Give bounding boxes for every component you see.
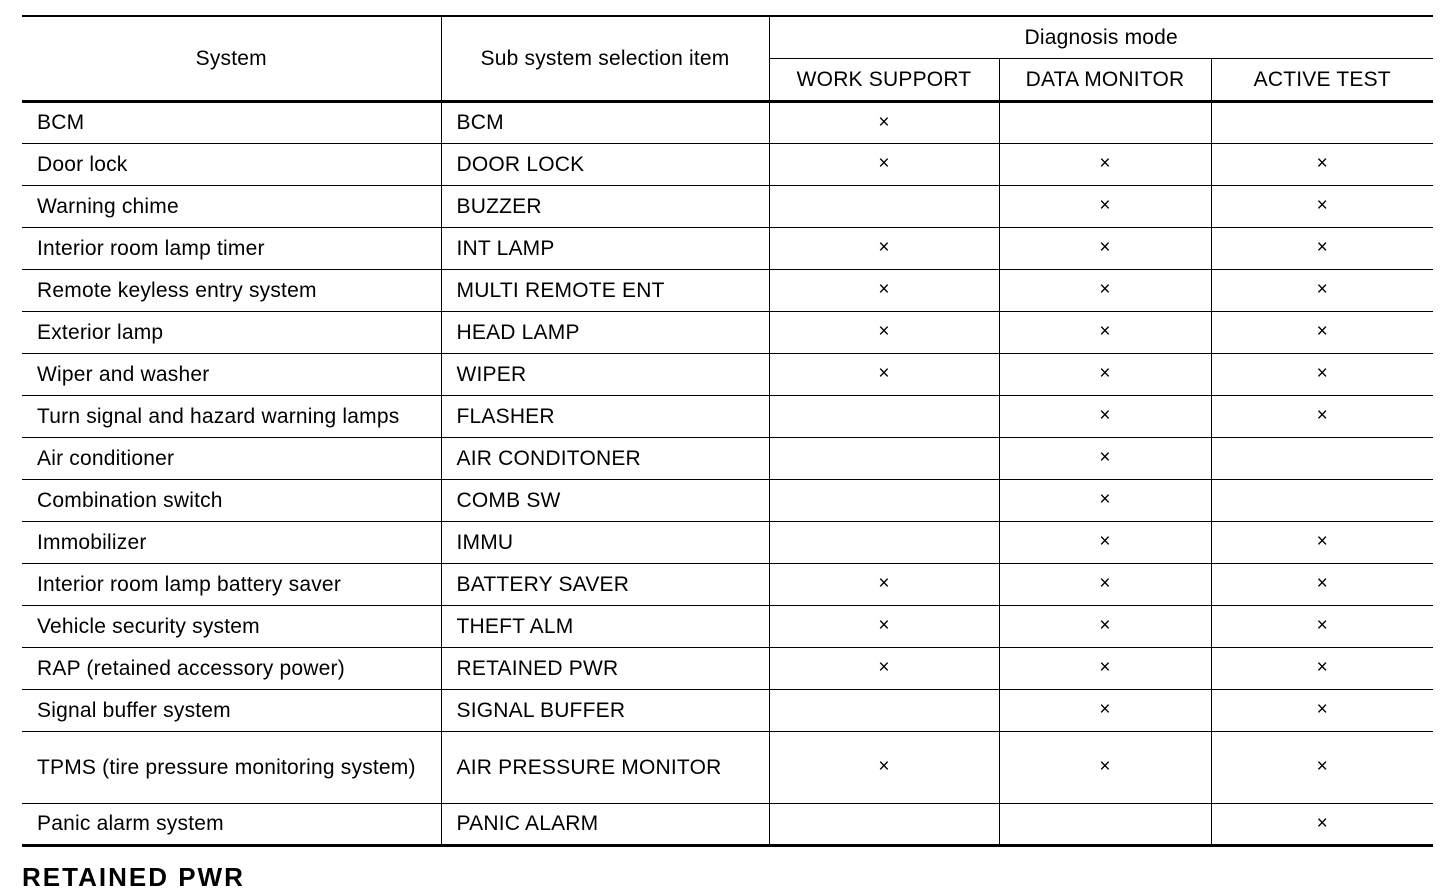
table-row — [22, 438, 1433, 480]
work-support-cell — [769, 396, 999, 438]
work-support-cell: × — [769, 606, 999, 648]
system-cell: RAP (retained accessory power) — [22, 648, 441, 690]
work-support-cell: × — [769, 732, 999, 804]
sub-system-cell: INT LAMP — [441, 228, 769, 270]
sub-system-cell: IMMU — [441, 522, 769, 564]
sub-system-cell: THEFT ALM — [441, 606, 769, 648]
system-cell: Air conditioner — [22, 438, 441, 480]
sub-system-cell: BCM — [441, 102, 769, 144]
sub-system-cell: PANIC ALARM — [441, 804, 769, 846]
work-support-cell — [769, 186, 999, 228]
header-system: System — [22, 16, 441, 102]
cut-off-heading: RETAINED PWR — [22, 862, 245, 892]
system-cell: Turn signal and hazard warning lamps — [22, 396, 441, 438]
header-active-test: ACTIVE TEST — [1211, 59, 1433, 102]
system-cell: BCM — [22, 102, 441, 144]
active-test-cell: × — [1211, 186, 1433, 228]
work-support-cell: × — [769, 564, 999, 606]
data-monitor-cell: × — [999, 228, 1211, 270]
active-test-cell: × — [1211, 144, 1433, 186]
data-monitor-cell: × — [999, 438, 1211, 480]
header-data-monitor: DATA MONITOR — [999, 59, 1211, 102]
system-cell: Exterior lamp — [22, 312, 441, 354]
data-monitor-cell: × — [999, 690, 1211, 732]
table-row — [22, 144, 1433, 186]
diagnosis-mode-table — [22, 15, 1433, 847]
table-row — [22, 804, 1433, 846]
system-cell: Wiper and washer — [22, 354, 441, 396]
system-cell: Combination switch — [22, 480, 441, 522]
work-support-cell — [769, 690, 999, 732]
sub-system-cell: FLASHER — [441, 396, 769, 438]
active-test-cell: × — [1211, 732, 1433, 804]
system-cell: Warning chime — [22, 186, 441, 228]
table-row — [22, 354, 1433, 396]
system-cell: Signal buffer system — [22, 690, 441, 732]
sub-system-cell: BUZZER — [441, 186, 769, 228]
work-support-cell: × — [769, 228, 999, 270]
active-test-cell: × — [1211, 564, 1433, 606]
active-test-cell — [1211, 102, 1433, 144]
system-cell: Interior room lamp timer — [22, 228, 441, 270]
active-test-cell: × — [1211, 804, 1433, 846]
active-test-cell: × — [1211, 690, 1433, 732]
table-row — [22, 312, 1433, 354]
work-support-cell: × — [769, 312, 999, 354]
work-support-cell: × — [769, 354, 999, 396]
table-row — [22, 228, 1433, 270]
active-test-cell: × — [1211, 354, 1433, 396]
active-test-cell: × — [1211, 522, 1433, 564]
header-sub-system: Sub system selection item — [441, 16, 769, 102]
sub-system-cell: BATTERY SAVER — [441, 564, 769, 606]
data-monitor-cell — [999, 102, 1211, 144]
work-support-cell — [769, 438, 999, 480]
work-support-cell: × — [769, 102, 999, 144]
table-row — [22, 522, 1433, 564]
data-monitor-cell: × — [999, 564, 1211, 606]
data-monitor-cell — [999, 804, 1211, 846]
data-monitor-cell: × — [999, 522, 1211, 564]
sub-system-cell: MULTI REMOTE ENT — [441, 270, 769, 312]
active-test-cell: × — [1211, 396, 1433, 438]
active-test-cell — [1211, 438, 1433, 480]
system-cell: Vehicle security system — [22, 606, 441, 648]
active-test-cell — [1211, 480, 1433, 522]
work-support-cell — [769, 522, 999, 564]
data-monitor-cell: × — [999, 606, 1211, 648]
table-header — [22, 16, 1433, 102]
table-row — [22, 270, 1433, 312]
table-row — [22, 606, 1433, 648]
sub-system-cell: RETAINED PWR — [441, 648, 769, 690]
table-row — [22, 690, 1433, 732]
table-row — [22, 186, 1433, 228]
data-monitor-cell: × — [999, 186, 1211, 228]
data-monitor-cell: × — [999, 312, 1211, 354]
work-support-cell: × — [769, 144, 999, 186]
data-monitor-cell: × — [999, 270, 1211, 312]
table-row — [22, 648, 1433, 690]
header-work-support: WORK SUPPORT — [769, 59, 999, 102]
active-test-cell: × — [1211, 606, 1433, 648]
data-monitor-cell: × — [999, 732, 1211, 804]
table-body — [22, 102, 1433, 846]
data-monitor-cell: × — [999, 396, 1211, 438]
active-test-cell: × — [1211, 270, 1433, 312]
sub-system-cell: WIPER — [441, 354, 769, 396]
system-cell: Panic alarm system — [22, 804, 441, 846]
sub-system-cell: HEAD LAMP — [441, 312, 769, 354]
system-cell: TPMS (tire pressure monitoring system) — [22, 732, 441, 804]
system-cell: Immobilizer — [22, 522, 441, 564]
work-support-cell: × — [769, 648, 999, 690]
active-test-cell: × — [1211, 312, 1433, 354]
table-row — [22, 396, 1433, 438]
data-monitor-cell: × — [999, 648, 1211, 690]
table-row — [22, 732, 1433, 804]
table-row — [22, 102, 1433, 144]
data-monitor-cell: × — [999, 144, 1211, 186]
header-diagnosis-mode: Diagnosis mode — [769, 16, 1433, 59]
active-test-cell: × — [1211, 648, 1433, 690]
sub-system-cell: AIR PRESSURE MONITOR — [441, 732, 769, 804]
sub-system-cell: AIR CONDITONER — [441, 438, 769, 480]
table-row — [22, 480, 1433, 522]
sub-system-cell: DOOR LOCK — [441, 144, 769, 186]
work-support-cell — [769, 480, 999, 522]
system-cell: Door lock — [22, 144, 441, 186]
data-monitor-cell: × — [999, 354, 1211, 396]
system-cell: Interior room lamp battery saver — [22, 564, 441, 606]
work-support-cell — [769, 804, 999, 846]
sub-system-cell: COMB SW — [441, 480, 769, 522]
sub-system-cell: SIGNAL BUFFER — [441, 690, 769, 732]
data-monitor-cell: × — [999, 480, 1211, 522]
active-test-cell: × — [1211, 228, 1433, 270]
header-row-1 — [22, 16, 1433, 59]
system-cell: Remote keyless entry system — [22, 270, 441, 312]
table-row — [22, 564, 1433, 606]
work-support-cell: × — [769, 270, 999, 312]
